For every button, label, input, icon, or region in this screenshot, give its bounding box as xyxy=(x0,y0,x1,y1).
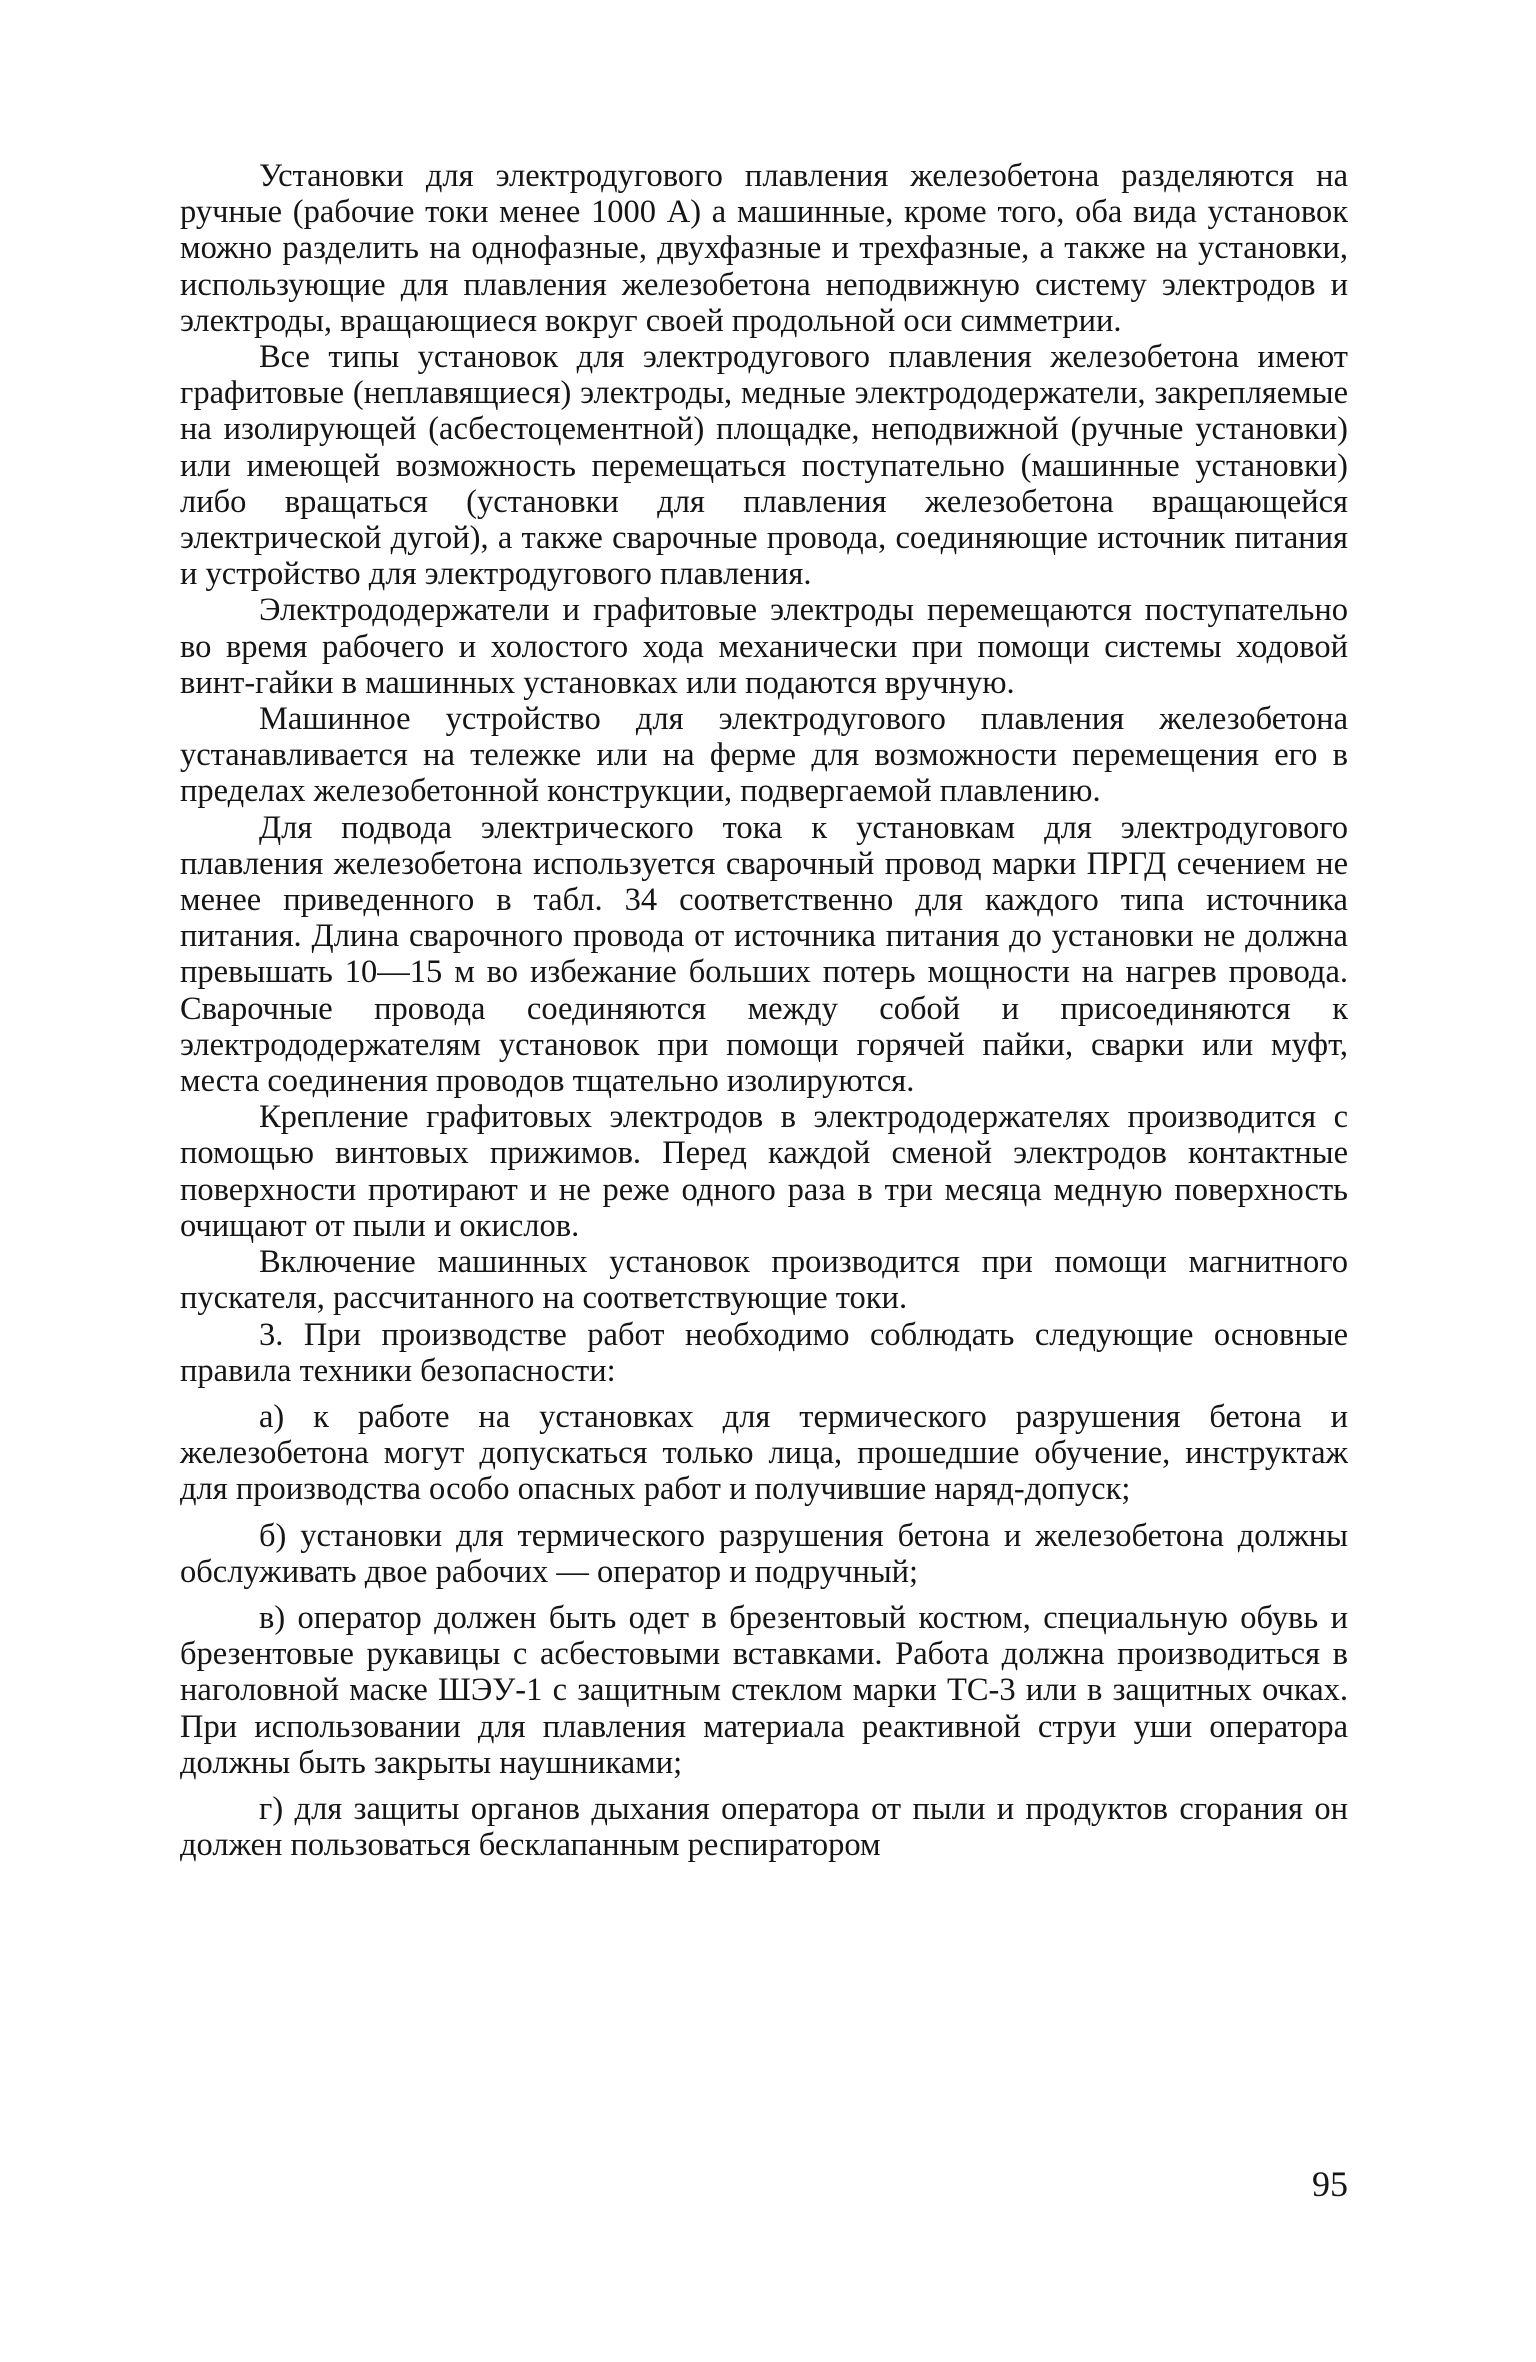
paragraph-electrode-movement: Электрододержатели и графитовые электроды перемещаются поступательно во время рабочего и холостого хода механически при помощи системы ходовой винт-гайки в машинных установках или подаются вручную. xyxy=(180,592,1348,701)
paragraph-welding-wire: Для подвода электрического тока к установкам для электродугового плавления железобетона используется сварочный провод марки ПРГД сечением не менее приведенного в табл. 34 соответственно для каждого типа источника питания. Длина сварочного провода от источника питания до установки не должна превышать 10—15 м во избежание больших потерь мощности на нагрев провода. Сварочные провода соединяются между собой и присоединяются к электрододержателям установок при помощи горячей пайки, сварки или муфт, места соединения проводов тщательно изолируются. xyxy=(180,809,1348,1100)
page-number: 95 xyxy=(1312,2164,1348,2204)
paragraph-electrode-fastening: Крепление графитовых электродов в электрододержателях производится с помощью винтовых прижимов. Перед каждой сменой электродов контактные поверхности протирают и не реже одного раза в три месяца медную поверхность очищают от пыли и окислов. xyxy=(180,1099,1348,1244)
paragraph-installation-types: Установки для электродугового плавления железобетона разделяются на ручные (рабочие токи менее 1000 А) а машинные, кроме того, оба вида установок можно разделить на однофазные, двухфазные и трехфазные, а также на установки, использующие для плавления железобетона неподвижную систему электродов и электроды, вращающиеся вокруг своей продольной оси симметрии. xyxy=(180,158,1348,339)
paragraph-electrodes: Все типы установок для электродугового плавления железобетона имеют графитовые (неплавящиеся) электроды, медные электрододержатели, закрепляемые на изолирующей (асбестоцементной) площадке, неподвижной (ручные установки) или имеющей возможность перемещаться поступательно (машинные установки) либо вращаться (установки для плавления железобетона вращающейся электрической дугой), а также сварочные провода, соединяющие источник питания и устройство для электродугового плавления. xyxy=(180,339,1348,593)
paragraph-switching: Включение машинных установок производится при помощи магнитного пускателя, рассчитанного на соответствующие токи. xyxy=(180,1244,1348,1317)
page-body xyxy=(180,158,1348,1863)
list-item-g: г) для защиты органов дыхания оператора от пыли и продуктов сгорания он должен пользоваться бесклапанным респиратором xyxy=(180,1790,1348,1864)
paragraph-machine-device: Машинное устройство для электродугового плавления железобетона устанавливается на тележке или на ферме для возможности перемещения его в пределах железобетонной конструкции, подвергаемой плавлению. xyxy=(180,701,1348,810)
list-item-b: б) установки для термического разрушения бетона и железобетона должны обслуживать двое рабочих — оператор и подручный; xyxy=(180,1517,1348,1590)
paragraph-safety-rules: 3. При производстве работ необходимо соблюдать следующие основные правила техники безопасности: xyxy=(180,1316,1348,1389)
list-item-v: в) оператор должен быть одет в брезентовый костюм, специальную обувь и брезентовые рукавицы с асбестовыми вставками. Работа должна производиться в наголовной маске ШЭУ-1 с защитным стеклом марки ТС-3 или в защитных очках. При использовании для плавления материала реактивной струи уши оператора должны быть закрыты наушниками; xyxy=(180,1599,1348,1781)
list-item-a: а) к работе на установках для термического разрушения бетона и железобетона могут допускаться только лица, прошедшие обучение, инструктаж для производства особо опасных работ и получившие наряд-допуск; xyxy=(180,1398,1348,1508)
